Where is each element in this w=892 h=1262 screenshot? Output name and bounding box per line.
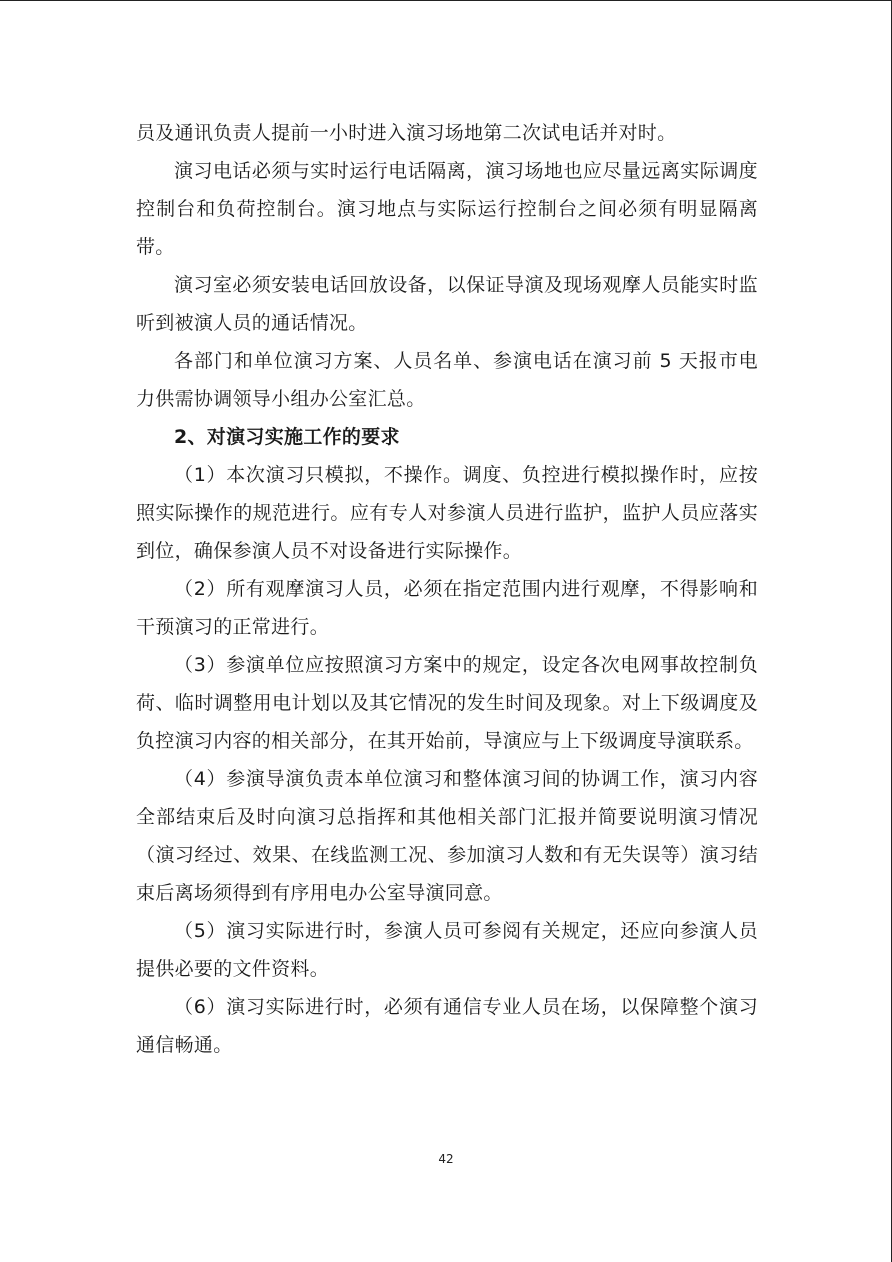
paragraph-phone-isolation: 演习电话必须与实时运行电话隔离，演习场地也应尽量远离实际调度控制台和负荷控制台。演习地点与实际运行控制台之间必须有明显隔离带。 xyxy=(136,160,758,258)
requirement-4: （4）参演导演负责本单位演习和整体演习间的协调工作，演习内容全部结束后及时向演习总指挥和其他相关部门汇报并简要说明演习情况（演习经过、效果、在线监测工况、参加演习人数和有无失误等）演习结束后离场须得到有序用电办公室导演同意。 xyxy=(136,768,758,904)
paragraph-submission: 各部门和单位演习方案、人员名单、参演电话在演习前 5 天报市电力供需协调领导小组办公室汇总。 xyxy=(136,350,758,410)
paragraph-continuation: 员及通讯负责人提前一小时进入演习场地第二次试电话并对时。 xyxy=(136,122,677,144)
requirement-6: （6）演习实际进行时，必须有通信专业人员在场，以保障整个演习通信畅通。 xyxy=(136,996,758,1056)
requirement-2: （2）所有观摩演习人员，必须在指定范围内进行观摩，不得影响和干预演习的正常进行。 xyxy=(136,578,758,638)
paragraph-playback-equipment: 演习室必须安装电话回放设备，以保证导演及现场观摩人员能实时监听到被演人员的通话情况。 xyxy=(136,274,758,334)
requirement-3: （3）参演单位应按照演习方案中的规定，设定各次电网事故控制负荷、临时调整用电计划以及其它情况的发生时间及现象。对上下级调度及负控演习内容的相关部分，在其开始前，导演应与上下级调度导演联系。 xyxy=(136,654,758,752)
requirement-1: （1）本次演习只模拟，不操作。调度、负控进行模拟操作时，应按照实际操作的规范进行。应有专人对参演人员进行监护，监护人员应落实到位，确保参演人员不对设备进行实际操作。 xyxy=(136,464,758,562)
page-number: 42 xyxy=(438,1152,454,1166)
section-heading: 2、对演习实施工作的要求 xyxy=(174,426,400,448)
document-body xyxy=(136,114,758,1064)
requirement-5: （5）演习实际进行时，参演人员可参阅有关规定，还应向参演人员提供必要的文件资料。 xyxy=(136,920,758,980)
